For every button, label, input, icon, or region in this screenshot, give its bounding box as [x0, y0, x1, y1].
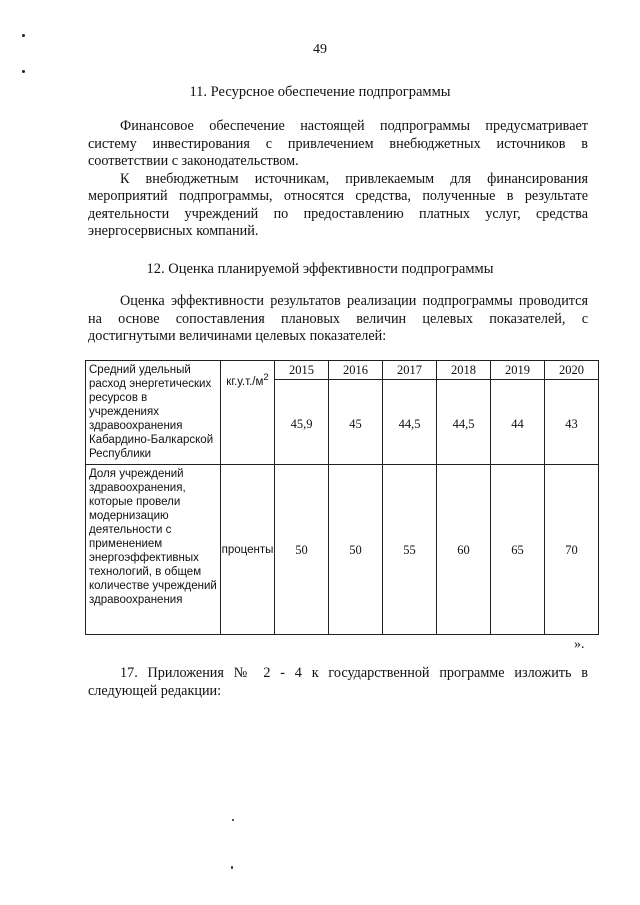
indicators-table — [85, 360, 599, 635]
item-17 — [88, 665, 588, 700]
margin-mark — [22, 34, 25, 37]
closing-quote: ». — [574, 637, 585, 652]
year-label: 2018 — [437, 361, 490, 380]
section-11-paragraph-2: К внебюджетным источникам, привлекаемым для финансирования мероприятий подпрограммы, относятся средства, полученные в результате деятельности учреждений по предоставлению платных услуг, средства энергосервисных компаний. — [88, 170, 588, 239]
indicator-unit — [221, 361, 275, 465]
unit-exponent: 2 — [263, 372, 269, 383]
section-11-heading: 11. Ресурсное обеспечение подпрограммы — [189, 84, 451, 100]
scan-speck — [231, 866, 233, 869]
scan-speck — [232, 819, 234, 821]
indicator-name: Доля учреждений здравоохранения, которые провели модернизацию деятельности с применением энергоэффективных технологий, в общем количестве учреждений здравоохранения — [86, 465, 221, 635]
indicator-value: 60 — [457, 542, 470, 557]
value-cell — [437, 465, 491, 635]
value-cell — [329, 361, 383, 465]
item-17-paragraph: 17. Приложения № 2 - 4 к государственной программе изложить в следующей редакции: — [88, 665, 588, 699]
page-number: 49 — [313, 42, 327, 57]
unit-text: проценты — [221, 543, 274, 556]
indicator-value: 45 — [349, 417, 362, 431]
section-11-body — [88, 118, 588, 241]
indicator-value: 55 — [403, 542, 416, 557]
table-row — [86, 465, 599, 635]
indicator-unit — [221, 465, 275, 635]
indicator-value: 44,5 — [452, 417, 475, 431]
section-11-paragraph-1: Финансовое обеспечение настоящей подпрограммы предусматривает систему инвестирования с привлечением внебюджетных источников в соответствии с законодательством. — [88, 118, 588, 169]
indicator-name: Средний удельный расход энергетических ресурсов в учреждениях здравоохранения Кабардино-Балкарской Республики — [86, 361, 221, 465]
year-label: 2016 — [329, 361, 382, 380]
value-cell — [383, 361, 437, 465]
section-12-paragraph-1: Оценка эффективности результатов реализации подпрограммы проводится на основе сопоставления плановых величин целевых показателей, с достигнутыми величинами целевых показателей: — [88, 293, 588, 344]
indicator-value: 65 — [511, 542, 524, 557]
value-cell — [545, 361, 599, 465]
margin-mark — [22, 70, 25, 73]
year-label: 2019 — [491, 361, 544, 380]
section-12-body — [88, 293, 588, 346]
unit-text: кг.у.т./м — [226, 375, 264, 388]
indicator-value: 70 — [565, 542, 578, 557]
value-cell — [545, 465, 599, 635]
indicator-value: 44,5 — [398, 417, 421, 431]
year-label: 2015 — [275, 361, 328, 380]
value-cell — [491, 465, 545, 635]
indicator-value: 44 — [511, 417, 524, 431]
value-cell — [275, 361, 329, 465]
table-row — [86, 361, 599, 465]
value-cell — [329, 465, 383, 635]
value-cell — [437, 361, 491, 465]
indicator-value: 50 — [349, 542, 362, 557]
indicator-value: 50 — [295, 542, 308, 557]
indicator-value: 43 — [565, 417, 578, 431]
value-cell — [275, 465, 329, 635]
year-label: 2017 — [383, 361, 436, 380]
value-cell — [491, 361, 545, 465]
value-cell — [383, 465, 437, 635]
year-label: 2020 — [545, 361, 598, 380]
indicator-value: 45,9 — [290, 417, 313, 431]
section-12-heading: 12. Оценка планируемой эффективности подпрограммы — [146, 261, 494, 277]
